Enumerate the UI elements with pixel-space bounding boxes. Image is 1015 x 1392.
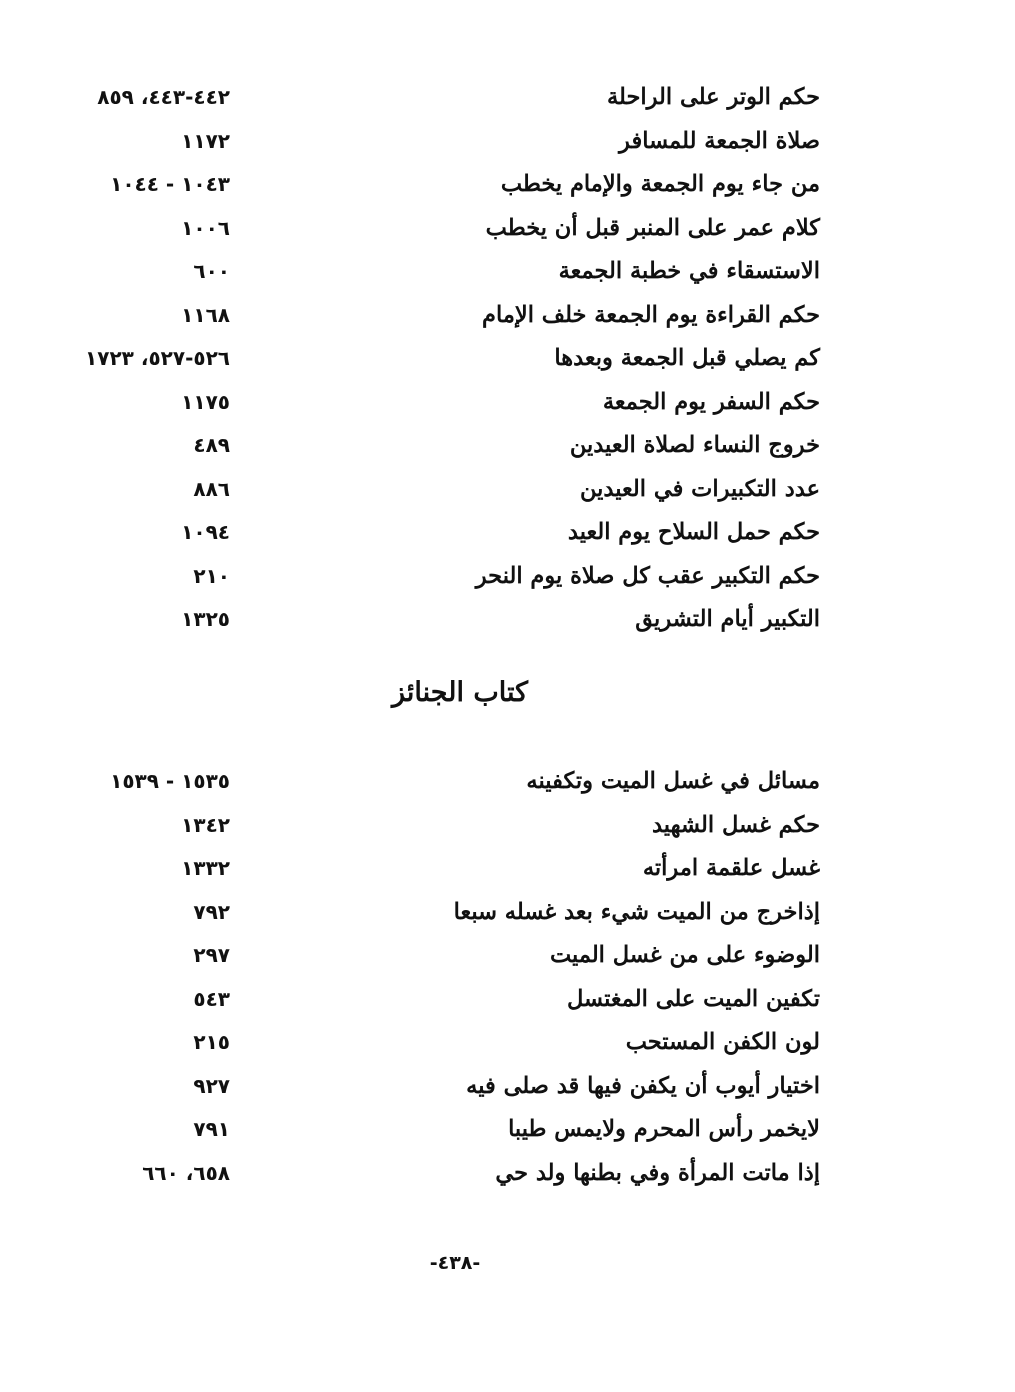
entry-topic: حكم السفر يوم الجمعة [602, 388, 820, 415]
index-entry [100, 555, 820, 599]
entry-refs: ٧٩١ [193, 1117, 230, 1141]
entry-refs: ٤٤٢-٤٤٣، ٨٥٩ [97, 85, 230, 109]
entry-topic: حكم التكبير عقب كل صلاة يوم النحر [475, 562, 820, 589]
index-entry [100, 1152, 820, 1196]
entry-refs: ١٣٢٥ [181, 607, 230, 631]
index-entry [100, 294, 820, 338]
index-entry [100, 468, 820, 512]
index-list-funerals [100, 760, 820, 1195]
entry-topic: عدد التكبيرات في العيدين [580, 475, 820, 502]
entry-topic: إذاخرج من الميت شيء بعد غسله سبعا [453, 898, 820, 925]
entry-topic: الوضوء على من غسل الميت [549, 942, 820, 968]
index-entry [100, 381, 820, 425]
entry-topic: لايخمر رأس المحرم ولايمس طيبا [508, 1116, 820, 1142]
entry-refs: ١١٦٨ [181, 302, 230, 327]
entry-topic: صلاة الجمعة للمسافر [619, 127, 820, 154]
entry-topic: كلام عمر على المنبر قبل أن يخطب [485, 214, 820, 241]
entry-refs: ٨٨٦ [193, 476, 230, 501]
entry-topic: غسل علقمة امرأته [642, 855, 820, 881]
entry-refs: ٥٢٦-٥٢٧، ١٧٢٣ [85, 346, 230, 370]
entry-topic: تكفين الميت على المغتسل [567, 985, 820, 1012]
entry-refs: ٤٨٩ [193, 433, 230, 457]
entry-refs: ٧٩٢ [193, 899, 230, 924]
index-entry [100, 891, 820, 935]
index-entry [100, 424, 820, 468]
entry-topic: حكم القراءة يوم الجمعة خلف الإمام [482, 301, 820, 328]
entry-refs: ٦٥٨، ٦٦٠ [142, 1160, 230, 1185]
index-entry [100, 1065, 820, 1109]
entry-refs: ٢٩٧ [193, 943, 230, 967]
section-heading-funerals: كتاب الجنائز [392, 677, 528, 708]
entry-refs: ٢١٥ [193, 1030, 230, 1054]
entry-topic: خروج النساء لصلاة العيدين [569, 432, 820, 458]
entry-refs: ٦٠٠ [193, 259, 230, 283]
entry-refs: ١٠٩٤ [181, 520, 230, 544]
entry-topic: حكم غسل الشهيد [651, 811, 820, 838]
entry-refs: ١١٧٥ [181, 389, 230, 414]
entry-topic: مسائل في غسل الميت وتكفينه [526, 768, 820, 794]
index-entry [100, 847, 820, 891]
index-entry [100, 760, 820, 804]
index-entry [100, 120, 820, 164]
entry-topic: من جاء يوم الجمعة والإمام يخطب [500, 171, 820, 197]
entry-refs: ١٠٤٣ - ١٠٤٤ [110, 172, 230, 196]
entry-topic: التكبير أيام التشريق [635, 606, 820, 632]
index-entry [100, 163, 820, 207]
entry-topic: اختيار أيوب أن يكفن فيها قد صلى فيه [466, 1072, 820, 1099]
entry-refs: ١٣٣٢ [181, 856, 230, 880]
index-entry [100, 934, 820, 978]
entry-refs: ١٣٤٢ [181, 812, 230, 837]
entry-topic: الاستسقاء في خطبة الجمعة [558, 258, 820, 284]
entry-topic: حكم حمل السلاح يوم العيد [567, 519, 820, 545]
index-entry [100, 250, 820, 294]
index-entry [100, 1021, 820, 1065]
entry-refs: ١٠٠٦ [181, 215, 230, 240]
index-entry [100, 804, 820, 848]
entry-refs: ٢١٠ [193, 563, 230, 588]
entry-refs: ٩٢٧ [193, 1073, 230, 1098]
index-entry [97, 76, 820, 120]
entry-refs: ١١٧٢ [181, 128, 230, 153]
index-entry [100, 598, 820, 642]
entry-topic: حكم الوتر على الراحلة [606, 84, 820, 110]
index-entry [85, 337, 820, 381]
entry-topic: كم يصلي قبل الجمعة وبعدها [554, 345, 820, 371]
index-list-prayer [85, 76, 820, 642]
index-entry [100, 511, 820, 555]
index-entry [100, 207, 820, 251]
entry-refs: ٥٤٣ [193, 986, 230, 1011]
entry-refs: ١٥٣٥ - ١٥٣٩ [110, 769, 230, 793]
index-entry [100, 1108, 820, 1152]
index-entry [100, 978, 820, 1022]
entry-topic: لون الكفن المستحب [625, 1029, 820, 1055]
entry-topic: إذا ماتت المرأة وفي بطنها ولد حي [495, 1159, 820, 1186]
page-number: -٤٣٨- [429, 1252, 481, 1274]
